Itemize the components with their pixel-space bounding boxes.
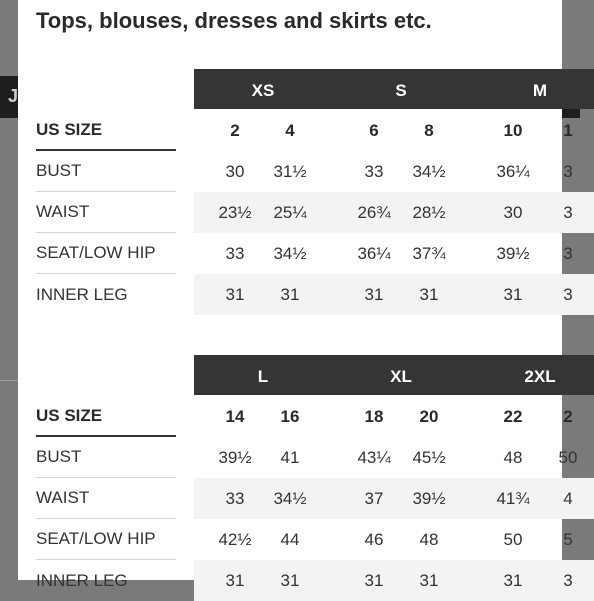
row-label: US SIZE [36,396,176,437]
table-cell: 34½ [273,244,307,263]
table-cell: 16 [280,407,300,426]
table-cell: 31 [280,571,300,590]
table-cell: 44 [280,530,300,549]
table-cell: 31 [503,285,523,304]
row-cells [194,151,594,192]
table-cell: 30 [503,203,523,222]
size-header-bar [194,355,594,395]
row-cells [194,233,594,274]
table-cell: 31 [225,571,245,590]
row-cells [194,437,594,478]
table-cell: 31 [419,285,439,304]
table-cell: 31 [364,571,384,590]
row-cells [194,560,594,601]
table-cell: 39½ [218,448,252,467]
table-cell: 34½ [273,489,307,508]
table-cell: 23½ [218,203,252,222]
row-cells [194,274,594,315]
table-cell: 31½ [273,162,307,181]
table-cell: 39½ [412,489,446,508]
table-cell: 3 [563,162,573,181]
table-row [18,396,573,437]
table-cell: 25¼ [273,203,307,222]
table-cell: 50 [503,530,523,549]
table-row [18,274,573,315]
table-cell: 33 [364,162,384,181]
table-cell: 30 [225,162,245,181]
size-label: XS [251,81,275,100]
table-cell: 31 [225,285,245,304]
size-label: XL [390,367,412,386]
table-cell: 39½ [496,244,530,263]
table-cell: 28½ [412,203,446,222]
table-cell: 37¾ [412,244,446,263]
size-label: M [532,81,548,100]
table-cell: 41 [280,448,300,467]
table-cell: 31 [364,285,384,304]
table-row [18,192,573,233]
table-cell: 18 [364,407,384,426]
table-cell: 45½ [412,448,446,467]
table-cell: 48 [503,448,523,467]
table-cell: 37 [364,489,384,508]
row-cells [194,478,594,519]
table-cell: 48 [419,530,439,549]
table-cell: 2 [230,121,240,140]
table-cell: 36¼ [357,244,391,263]
table-cell: 10 [503,121,523,140]
row-label: INNER LEG [36,285,128,304]
table-row [18,560,573,601]
table-row [18,110,573,151]
table-cell: 43¼ [357,448,391,467]
table-cell: 3 [563,203,573,222]
table-cell: 3 [563,571,573,590]
table-cell: 36¼ [496,162,530,181]
row-label: WAIST [36,192,176,233]
table-cell: 31 [419,571,439,590]
table-cell: 3 [563,285,573,304]
table-cell: 3 [563,244,573,263]
size-label: 2XL [524,367,556,386]
row-cells [194,396,594,437]
table-row [18,437,578,478]
backdrop-nav-letter: J [8,86,19,106]
chart-title: Tops, blouses, dresses and skirts etc. [36,8,432,33]
row-label: US SIZE [36,110,176,151]
table-cell: 20 [419,407,439,426]
row-cells [194,192,594,233]
table-row [18,233,573,274]
row-cells [194,110,594,151]
size-chart-sheet [18,0,578,590]
table-cell: 1 [563,121,573,140]
table-cell: 34½ [412,162,446,181]
table-cell: 31 [280,285,300,304]
table-cell: 50 [558,448,578,467]
table-cell: 33 [225,489,245,508]
row-label: BUST [36,437,176,478]
table-cell: 22 [503,407,523,426]
table-cell: 14 [225,407,245,426]
row-cells [194,519,594,560]
row-label: BUST [36,151,176,192]
table-cell: 5 [563,530,573,549]
table-row [18,478,573,519]
table-cell: 8 [424,121,434,140]
table-cell: 41¾ [496,489,530,508]
size-label: L [257,367,269,386]
table-cell: 4 [285,121,295,140]
table-cell: 46 [364,530,384,549]
row-label: SEAT/LOW HIP [36,233,176,274]
table-cell: 2 [563,407,573,426]
table-cell: 33 [225,244,245,263]
row-label: SEAT/LOW HIP [36,519,176,560]
table-cell: 26¾ [357,203,391,222]
table-cell: 42½ [218,530,252,549]
row-label: INNER LEG [36,571,128,590]
table-cell: 4 [563,489,573,508]
size-label: S [395,81,407,100]
size-header-bar [194,69,594,109]
row-label: WAIST [36,478,176,519]
table-cell: 6 [369,121,379,140]
table-row [18,519,573,560]
table-cell: 31 [503,571,523,590]
table-row [18,151,573,192]
